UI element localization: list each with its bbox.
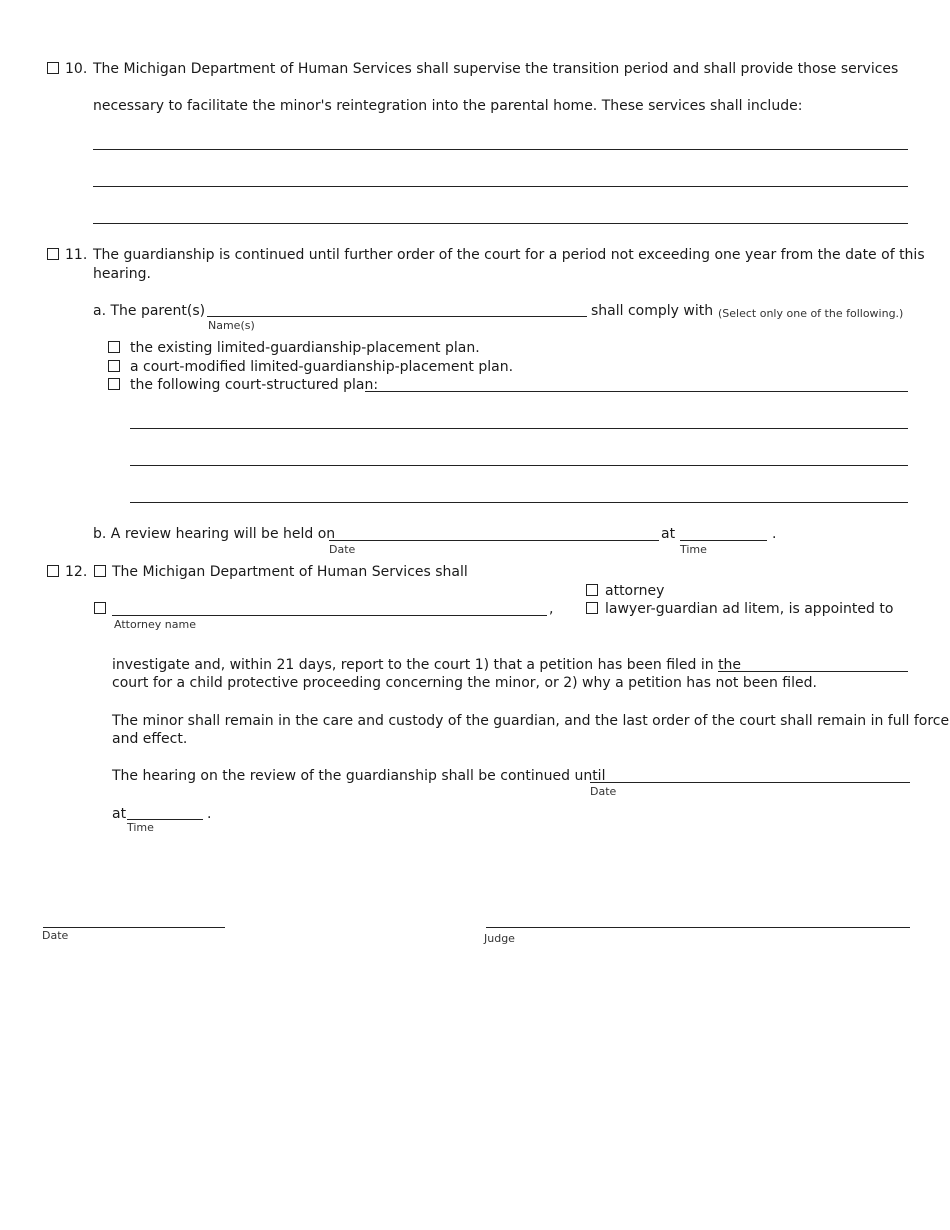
item12-comma: , xyxy=(549,601,554,617)
item12-dhs-checkbox[interactable] xyxy=(94,565,106,577)
signature-date-caption: Date xyxy=(42,929,69,942)
item12-attorney-name-field[interactable] xyxy=(112,615,547,616)
item12-period: . xyxy=(207,806,212,822)
item12-dhs-text: The Michigan Department of Human Services shall xyxy=(112,564,468,580)
item12-hearing-date-field[interactable] xyxy=(590,782,910,783)
item11a-option-structured-checkbox[interactable] xyxy=(108,378,120,390)
item11a-plan-line-1[interactable] xyxy=(365,391,908,392)
item11a-plan-line-4[interactable] xyxy=(130,502,908,503)
item12-attorney-label: attorney xyxy=(605,583,665,599)
item12-investigate-line1: investigate and, within 21 days, report to the court 1) that a petition has been filed in the xyxy=(112,657,742,673)
judge-caption: Judge xyxy=(484,932,515,945)
item12-attorney-name-checkbox[interactable] xyxy=(94,602,106,614)
item12-hearing-text: The hearing on the review of the guardianship shall be continued until xyxy=(112,768,606,784)
item12-checkbox[interactable] xyxy=(47,565,59,577)
item11-text-line1: The guardianship is continued until further order of the court for a period not exceeding one year from the date of this xyxy=(93,247,925,263)
item11b-date-caption: Date xyxy=(329,543,356,556)
item11-text-line2: hearing. xyxy=(93,266,151,282)
item11-number: 11. xyxy=(65,247,88,263)
item10-number: 10. xyxy=(65,61,88,77)
item12-lgal-label: lawyer-guardian ad litem, is appointed to xyxy=(605,601,894,617)
item11a-names-caption: Name(s) xyxy=(208,319,255,332)
item10-services-line-3[interactable] xyxy=(93,223,908,224)
item11a-option-modified-label: a court-modified limited-guardianship-placement plan. xyxy=(130,359,514,375)
item12-lgal-checkbox[interactable] xyxy=(586,602,598,614)
item12-custody-line1: The minor shall remain in the care and custody of the guardian, and the last order of the court shall remain in full force xyxy=(112,713,950,729)
item12-hearing-time-caption: Time xyxy=(127,821,154,834)
item10-text-line1: The Michigan Department of Human Services shall supervise the transition period and shall provide those services xyxy=(93,61,899,77)
item11a-option-modified-checkbox[interactable] xyxy=(108,360,120,372)
item11a-option-existing-label: the existing limited-guardianship-placement plan. xyxy=(130,340,480,356)
signature-date-field[interactable] xyxy=(43,927,225,928)
item10-text-line2: necessary to facilitate the minor's reintegration into the parental home. These services shall include: xyxy=(93,98,803,114)
item12-at-text: at xyxy=(112,806,127,822)
item11b-time-field[interactable] xyxy=(680,540,767,541)
item11a-label: a. The parent(s) xyxy=(93,303,206,319)
item11b-label: b. A review hearing will be held on xyxy=(93,526,336,542)
item11-checkbox[interactable] xyxy=(47,248,59,260)
item10-services-line-2[interactable] xyxy=(93,186,908,187)
item10-checkbox[interactable] xyxy=(47,62,59,74)
item11a-option-structured-label: the following court-structured plan: xyxy=(130,377,379,393)
item11b-period: . xyxy=(772,526,777,542)
item12-hearing-date-caption: Date xyxy=(590,785,617,798)
item10-services-line-1[interactable] xyxy=(93,149,908,150)
item12-investigate-line2: court for a child protective proceeding concerning the minor, or 2) why a petition has not been filed. xyxy=(112,675,817,691)
item11a-select-note: (Select only one of the following.) xyxy=(718,307,904,320)
item12-custody-line2: and effect. xyxy=(112,731,188,747)
item12-court-field[interactable] xyxy=(718,671,908,672)
item12-number: 12. xyxy=(65,564,88,580)
judge-signature-field[interactable] xyxy=(486,927,910,928)
item11a-plan-line-3[interactable] xyxy=(130,465,908,466)
item11b-at-text: at xyxy=(661,526,676,542)
item11a-plan-line-2[interactable] xyxy=(130,428,908,429)
item12-hearing-time-field[interactable] xyxy=(127,819,203,820)
item12-attorney-name-caption: Attorney name xyxy=(114,618,196,631)
item11a-option-existing-checkbox[interactable] xyxy=(108,341,120,353)
item11b-date-field[interactable] xyxy=(329,540,659,541)
item12-attorney-checkbox[interactable] xyxy=(586,584,598,596)
item11b-time-caption: Time xyxy=(680,543,707,556)
item11a-names-field[interactable] xyxy=(207,316,587,317)
item11a-comply-text: shall comply with xyxy=(591,303,714,319)
